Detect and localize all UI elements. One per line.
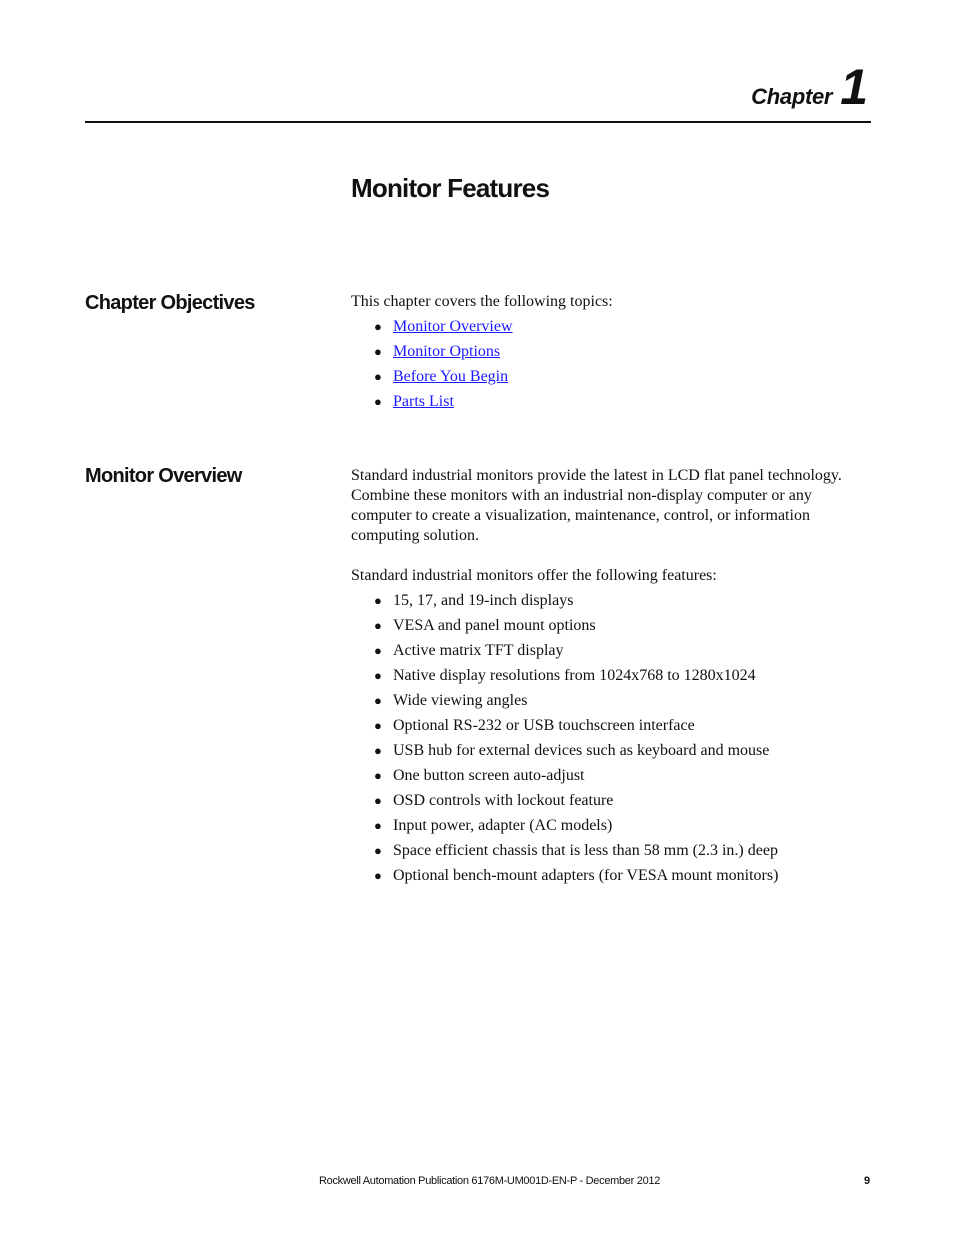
bullet-icon: ● <box>374 593 382 608</box>
bullet-icon: ● <box>374 369 382 384</box>
objectives-section <box>351 292 856 417</box>
list-item <box>351 367 856 387</box>
link-monitor-options[interactable]: Monitor Options <box>393 343 501 360</box>
feature-text: Wide viewing angles <box>393 692 528 709</box>
list-item <box>351 816 856 836</box>
chapter-header <box>751 59 868 115</box>
bullet-icon: ● <box>374 693 382 708</box>
list-item <box>351 591 856 611</box>
list-item <box>351 666 856 686</box>
bullet-icon: ● <box>374 668 382 683</box>
list-item <box>351 716 856 736</box>
list-item <box>351 691 856 711</box>
feature-text: Optional bench-mount adapters (for VESA mount monitors) <box>393 867 779 884</box>
list-item <box>351 616 856 636</box>
chapter-number: 1 <box>840 59 868 115</box>
feature-text: USB hub for external devices such as keyboard and mouse <box>393 742 770 759</box>
bullet-icon: ● <box>374 643 382 658</box>
feature-text: Optional RS-232 or USB touchscreen interface <box>393 717 695 734</box>
list-item <box>351 741 856 761</box>
feature-text: Space efficient chassis that is less than 58 mm (2.3 in.) deep <box>393 842 778 859</box>
bullet-icon: ● <box>374 793 382 808</box>
feature-text: Active matrix TFT display <box>393 642 564 659</box>
list-item <box>351 392 856 412</box>
bullet-icon: ● <box>374 718 382 733</box>
overview-paragraph: Standard industrial monitors provide the latest in LCD flat panel technology. Combine these monitors with an industrial non-display computer or any computer to create a visualization, maintenance, control, or information computing solution. <box>351 467 842 544</box>
bullet-icon: ● <box>374 618 382 633</box>
feature-text: VESA and panel mount options <box>393 617 596 634</box>
header-rule <box>85 121 871 123</box>
list-item <box>351 317 856 337</box>
feature-text: OSD controls with lockout feature <box>393 792 614 809</box>
bullet-icon: ● <box>374 843 382 858</box>
objectives-intro: This chapter covers the following topics: <box>351 293 613 310</box>
overview-section <box>351 466 856 891</box>
bullet-icon: ● <box>374 868 382 883</box>
bullet-icon: ● <box>374 743 382 758</box>
features-intro: Standard industrial monitors offer the following features: <box>351 567 717 584</box>
list-item <box>351 766 856 786</box>
objectives-link-list <box>351 317 856 412</box>
page-number: 9 <box>864 1175 870 1187</box>
footer-publication: Rockwell Automation Publication 6176M-UM001D-EN-P - December 2012 <box>319 1175 661 1187</box>
features-list <box>351 591 856 886</box>
feature-text: Input power, adapter (AC models) <box>393 817 613 834</box>
feature-text: Native display resolutions from 1024x768 to 1280x1024 <box>393 667 756 684</box>
list-item <box>351 841 856 861</box>
bullet-icon: ● <box>374 319 382 334</box>
link-parts-list[interactable]: Parts List <box>393 393 454 410</box>
section-heading-chapter-objectives: Chapter Objectives <box>85 292 255 314</box>
bullet-icon: ● <box>374 394 382 409</box>
bullet-icon: ● <box>374 818 382 833</box>
list-item <box>351 342 856 362</box>
page-title: Monitor Features <box>351 173 550 203</box>
link-monitor-overview[interactable]: Monitor Overview <box>393 318 513 335</box>
feature-text: 15, 17, and 19-inch displays <box>393 592 574 609</box>
section-heading-monitor-overview: Monitor Overview <box>85 465 242 487</box>
bullet-icon: ● <box>374 768 382 783</box>
bullet-icon: ● <box>374 344 382 359</box>
feature-text: One button screen auto-adjust <box>393 767 585 784</box>
list-item <box>351 791 856 811</box>
list-item <box>351 866 856 886</box>
link-before-you-begin[interactable]: Before You Begin <box>393 368 509 385</box>
chapter-label: Chapter <box>751 84 833 109</box>
list-item <box>351 641 856 661</box>
